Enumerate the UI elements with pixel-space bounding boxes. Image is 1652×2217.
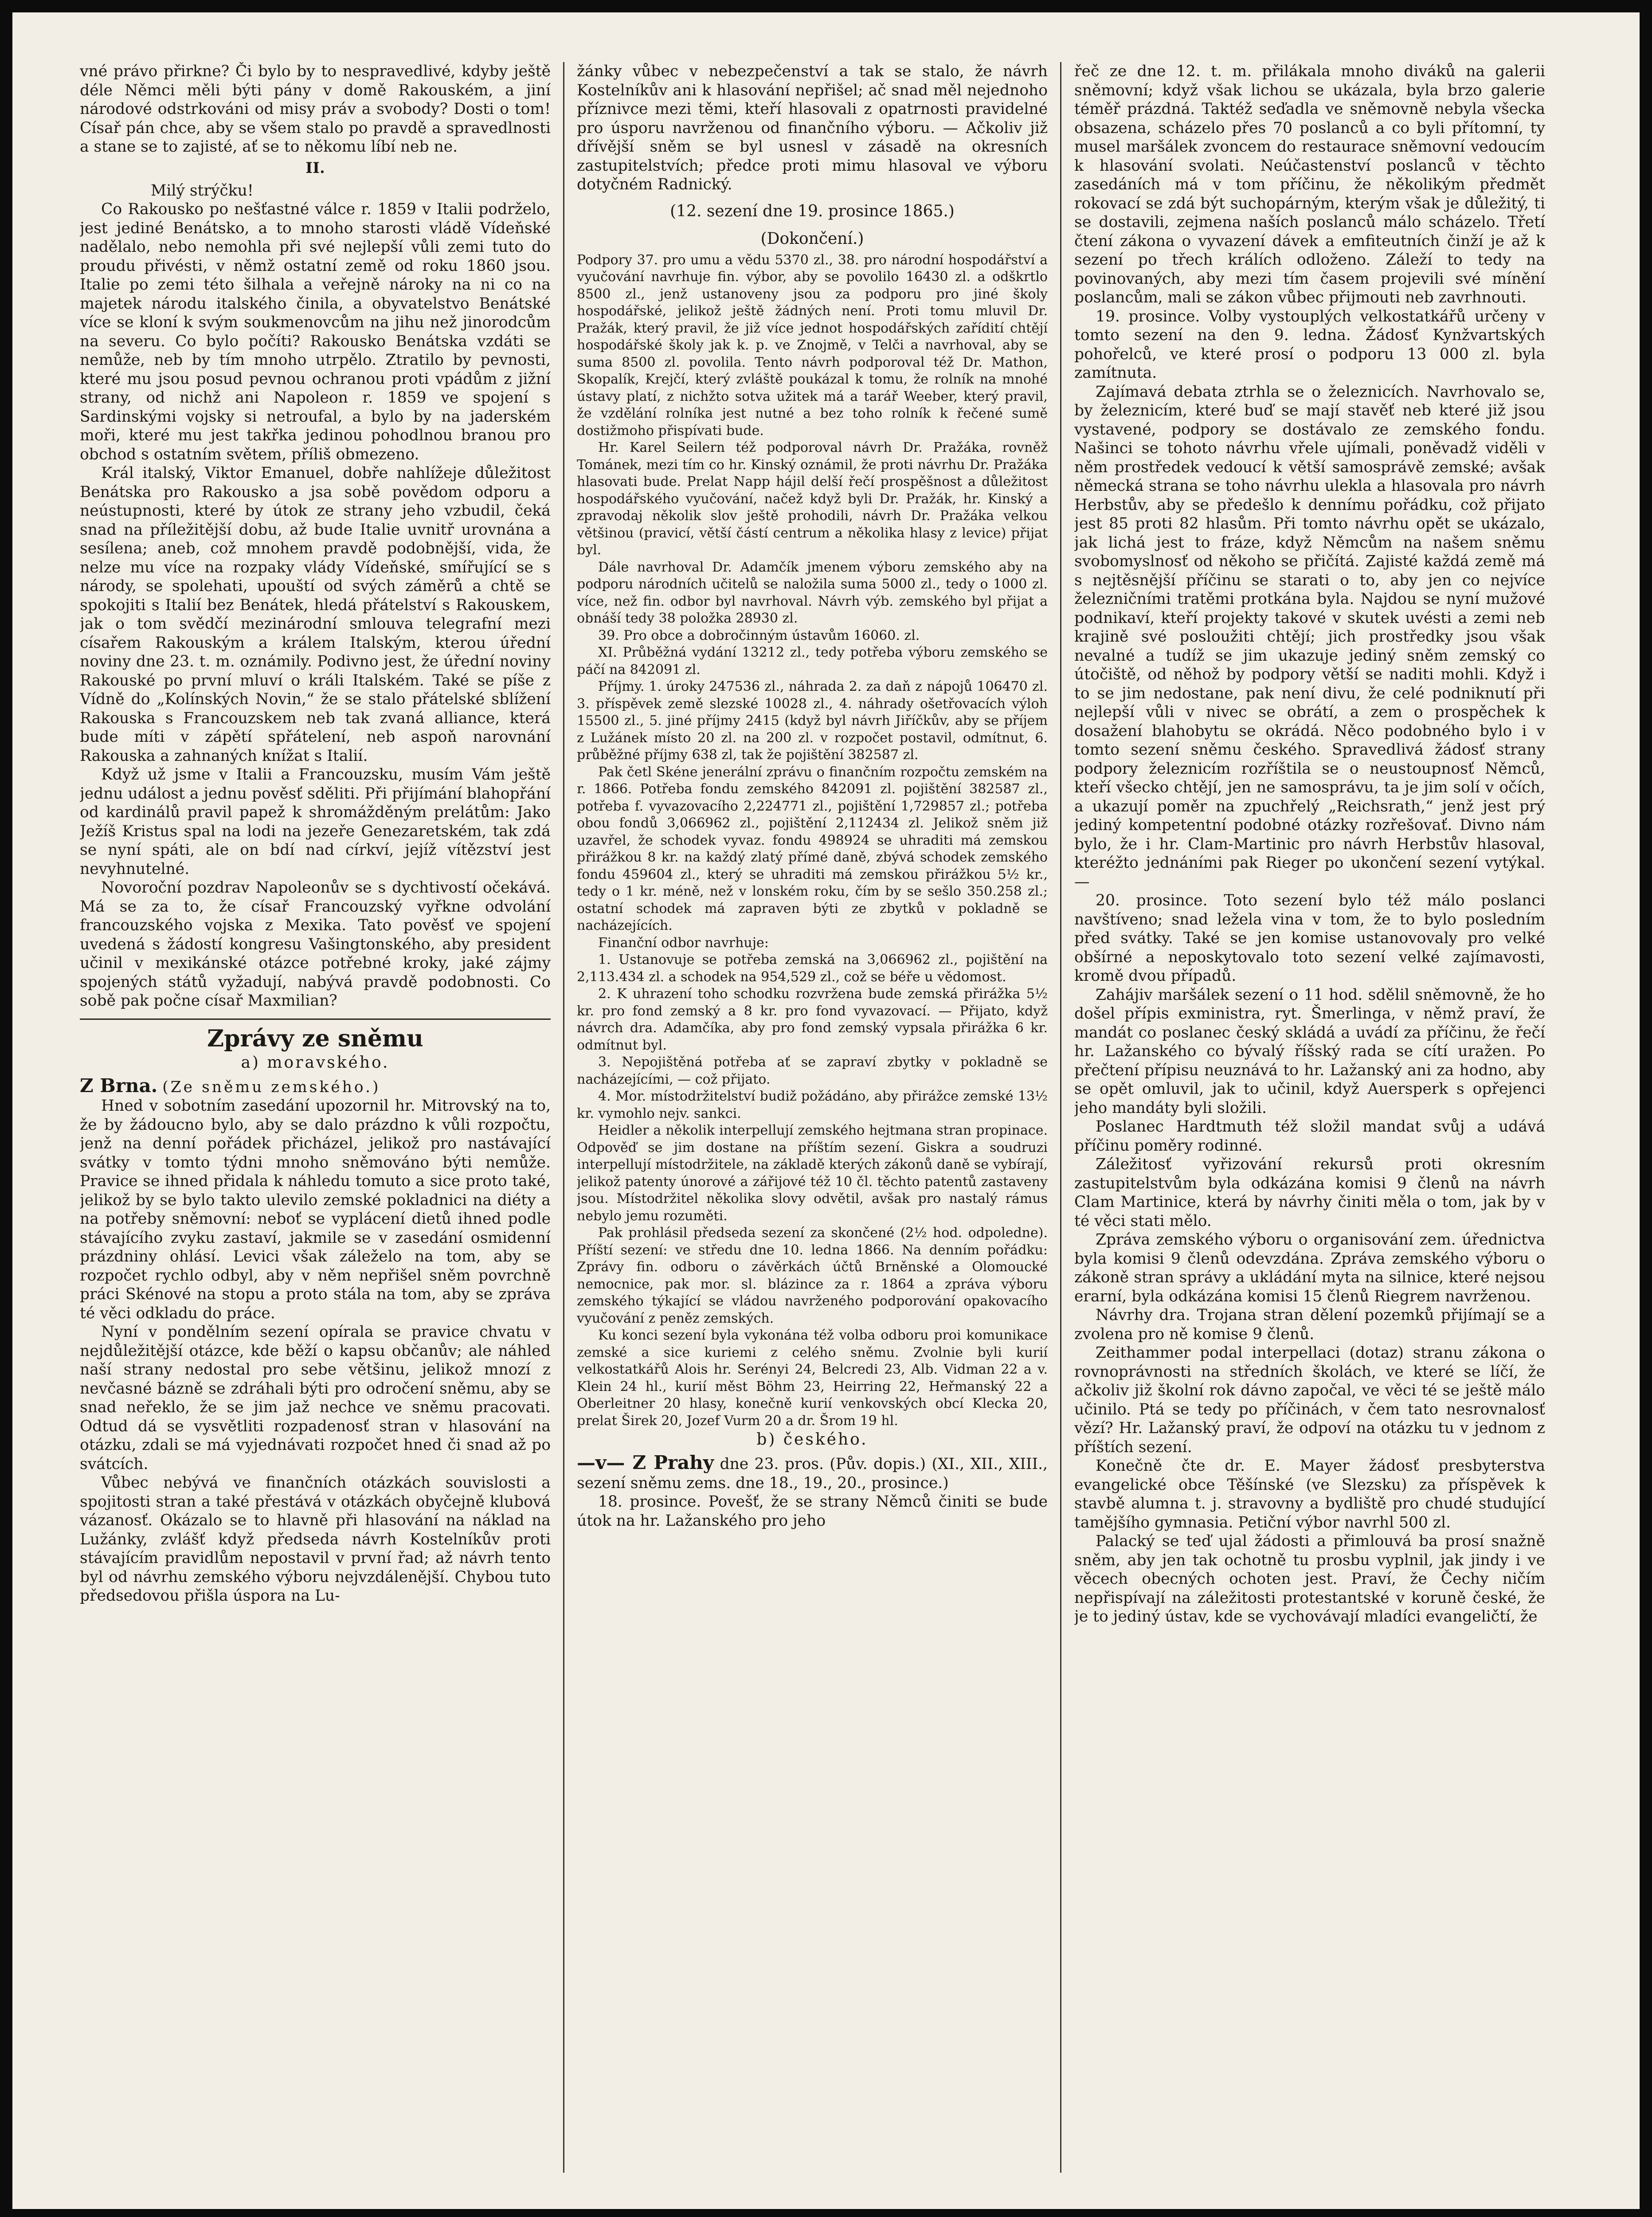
dateline-city: Z Brna. — [80, 1074, 158, 1097]
section-numeral: II. — [305, 159, 325, 177]
article-paragraph: Král italský, Viktor Emanuel, dobře nahlížeje důležitost Benátska pro Rakousko a jsa sobě povědom odporu a neústupnosti, které by útok ze strany jeho vzbudil, čeká snad na příležitější dobu, až bude Italie uvnitř urovnána a sesílena; aneb, což mnohem pravdě podobnější, vida, že nelze mu více na rozpaky vlády Vídeňské, smířující se s národy, se spolehati, upouští od svých záměrů a chtě se spokojiti s Italií bez Benátek, hledá přátelství s Rakouskem, jak o tom svědčí mezinárodní smlouva telegrafní mezi císařem Rakouským a králem Italským, kterou úřední noviny dne 23. t. m. oznámily. Podivno jest, že úřední noviny Rakouské po první mluví o králi Italském. Také se píše z Vídně do „Kolínských Novin,“ že se stalo přátelské sblížení Rakouska s Francouzskem neb tak zvaná alliance, která bude míti v zápětí spřátelení, neb aspoň narovnání Rakouska a zahnaných knížat s Italií. — [80, 464, 551, 765]
article-paragraph: 18. prosince. Povešť, že se strany Němců činiti se bude útok na hr. Lažanského pro jeho — [577, 1493, 1048, 1530]
article-paragraph: žánky vůbec v nebezpečenství a tak se stalo, že návrh Kostelníkův ani k hlasování nepřišel; ač snad měl nejednoho příznivce mezi těmi, kteří hlasovali z opatrnosti pravidelné pro úsporu navrženou od finančního výboru. — Ačkoliv již dřívější sněm se byl usnesl v zásadě na okresních zastupitelstvích; předce proti mimu hlasoval ve výboru dotyčném Radnický. — [577, 63, 1048, 193]
report-paragraph: 2. K uhrazení toho schodku rozvržena bude zemská přirážka 5½ kr. pro fond zemský a 8 kr. pro fond vyvazovací. — Přijato, když návrch dra. Adamčíka, aby pro fond zemský vypsala přirážka 6 kr. odmítnut byl. — [577, 986, 1048, 1053]
article-paragraph: Zeithammer podal interpellaci (dotaz) stranu zákona o rovnoprávnosti na středních školách, ve které se líčí, že ačkoliv již školní rok dávno započal, ve věci té se ještě málo učinilo. Ptá se tedy po příčinách, v čem tato nesrovnalosť vězí? Hr. Lažanský praví, že odpoví na otázku tu v jednom z příštích sezení. — [1074, 1344, 1545, 1456]
article-paragraph: Návrhy dra. Trojana stran dělení pozemků přijímají se a zvolena pro ně komise 9 členů. — [1074, 1306, 1545, 1343]
article-paragraph: vné právo přirkne? Či bylo by to nespravedlivé, kdyby ještě déle Němci měli býti pány v domě Rakouském, a jiní národové odstrkováni od misy práv a svobody? Dosti o tom! Císař pán chce, aby se všem stalo po pravdě a spravedlnosti a stane se to zajisté, ať se to někomu líbí neb ne. — [80, 63, 551, 156]
article-paragraph: Palacký se teď ujal žádosti a přimlouvá ba prosí snažně sněm, aby jen tak ochotně tu prosbu vyplnil, jak jindy i ve věcech obecných ochoten jest. Praví, že Čechy ničím nepřispívají na záležitosti protestantské v koruně české, že je to jediný ústav, kde se vychovávají mladíci evangeličtí, že — [1074, 1532, 1545, 1626]
report-paragraph: 39. Pro obce a dobročinným ústavům 16060. zl. — [598, 627, 920, 643]
article-paragraph: Záležitosť vyřizování rekursů proti okresním zastupitelstvům byla odkázána komisi 9 členů na návrh Clam Martinice, která by návrhy činiti měla o tom, jak by v té věci stati mělo. — [1074, 1156, 1545, 1230]
report-paragraph: 1. Ustanovuje se potřeba zemská na 3,066962 zl., pojištění na 2,113.434 zl. a schodek na 954,529 zl., což se béře u vědomost. — [577, 952, 1048, 985]
report-paragraph: Pak četl Skéne jenerální zprávu o finančním rozpočtu zemském na r. 1866. Potřeba fondu zemského 842091 zl. pojištění 382587 zl., potřeba f. vyvazovacího 2,224771 zl., pojištění 1,729857 zl.; potřeba obou fondů 3,066962 zl., pojištění 2,112434 zl. Jelikož sněm již uzavřel, že schodek vyvaz. fondu 498924 se uhraditi má zemskou přirážkou 8 kr. na každý zlatý přímé daně, zbývá schodek zemského fondu 459604 zl., který se uhraditi má zemskou přirážkou 5½ kr., tedy o 1 kr. méně, než v lonském roku, čím by se sešlo 350.258 zl.; ostatní schodek má zapraven býti ze zbytků v pokladně se nacházejících. — [577, 764, 1048, 933]
article-paragraph: Zajímavá debata ztrhla se o železnicích. Navrhovalo se, by železnicím, které buď se mají stavěť neb které již jsou vystavené, podpory se dostávalo ze zemského fondu. Našinci se tohoto návrhu vřele ujímali, poněvadž viděli v něm prostředek vedoucí k větší samosprávě zemské; avšak německá strana se toho návrhu ulekla a hlasovala pro návrh Herbstův, aby se předešlo k dennímu pořádku, což přijato jest 85 proti 82 hlasům. Při tomto návrhu opět se ukázalo, jak lichá jest to fráze, když Němcům na našem sněmu svobomyslnosť od někoho se přičítá. Zajisté každá země má s nejtěsnější příčinu se starati o to, aby jen co nejvíce železničními tratěmi protkána byla. Najdou se nyní mužové podnikaví, kteří projekty takové v skutek uvésti a zemi neb krajině své posloužiti chtějí; jich prostředky jsou však nevalné a tudíž se jim ukazuje jediný sněm zemský co útočiště, od něhož by podpory větší se naditi mohli. Když i to se jim nedostane, pak není divu, že celé podniknutí při nejlepší vůli v nivec se obrátí, a zem o prospěchek k dosažení blahobytu se okrádá. Něco podobného bylo i v tomto sezení sněmu českého. Spravedlivá žádosť strany podpory železnicím rozříštila se o neustoupnosť Němců, kteří všecko chtějí, jen ne samosprávu, ta je jim solí v očích, a ukazují poměr na zpuchřelý „Reichsrath,“ jenž jest prý jediný kompetentní podobné otázky rozřešovať. Divno nám bylo, že i hr. Clam-Martinic pro návrh Herbstův hlasoval, kteréžto jednáními pak Rieger po ukončení sezení vytýkal. — — [1074, 383, 1545, 891]
article-paragraph: Vůbec nebývá ve finančních otázkách souvislosti a spojitosti stran a také přestává v otázkách obyčejně klubová vázanosť. Okázalo se to hlavně při hlasování na náklad na Lužánky, zvlášť když předseda návrh Kostelníkův proti stávajícím pravidlům nepostavil v první řad; až návrh tento byl od návrhu zemského výboru nejvzdálenější. Chybou tuto předsedovou přišla úspora na Lu- — [80, 1474, 551, 1605]
dateline-paragraph — [80, 1074, 551, 1097]
article-paragraph: Poslanec Hardtmuth též složil mandat svůj a udává příčinu poměry rodinné. — [1074, 1118, 1545, 1155]
column-2 — [577, 62, 1048, 2173]
report-paragraph: Finanční odbor navrhuje: — [598, 935, 769, 951]
report-paragraph: Ku konci sezení byla vykonána též volba odboru proi komunikace zemské a sice kuriemi z celého sněmu. Zvolnie byli kurií velkostatkářů Alois hr. Serényi 24, Belcredi 23, Alb. Vidman 22 a v. Klein 24 hl., kurií měst Böhm 23, Heirring 22, Heřmanský 22 a Oberleitner 20 hlasy, konečně kurií venkovských obcí Klecka 20, prelat Širek 20, Jozef Vurm 20 a dr. Šrom 19 hl. — [577, 1328, 1048, 1429]
section-title: Zprávy ze sněmu — [207, 1025, 423, 1052]
subsection-title: b) českého. — [756, 1430, 868, 1449]
report-paragraph: XI. Průběžná vydání 13212 zl., tedy potřeba výboru zemského se páčí na 842091 zl. — [577, 645, 1048, 678]
report-paragraph: Dále navrhoval Dr. Adamčík jmenem výboru zemského aby na podporu národních učitelů se naložila suma 5000 zl., tedy o 1000 zl. více, než fin. odbor byl navrhoval. Návrh výb. zemského byl přijat a obnáší tedy 38 položka 28930 zl. — [577, 559, 1048, 626]
report-paragraph: Příjmy. 1. úroky 247536 zl., náhrada 2. za daň z nápojů 106470 zl. 3. příspěvek země slezské 10028 zl., 4. náhrady ošetřovacích výloh 15500 zl., 5. jiné příjmy 2415 (když byl návrh Jiříčkův, aby se příjem z Lužánek místo 20 zl. na 200 zl. v rozpočet postavil, odmítnut, 6. průběžné příjmy 638 zl, tak že pojištění 382587 zl. — [577, 679, 1048, 763]
column-divider — [1060, 62, 1061, 2173]
article-paragraph: Konečně čte dr. E. Mayer žádosť presbyterstva evangelické obce Těšínské (ve Slezsku) za příspěvek k stavbě alumna t. j. stravovny a bydliště pro chudé studující tamějšího gymnasia. Petiční výbor navrhl 500 zl. — [1074, 1457, 1545, 1532]
column-divider — [563, 62, 564, 2173]
report-paragraph: 3. Nepojištěná potřeba ať se zapraví zbytky v pokladně se nacházejícími, — což přijato. — [577, 1054, 1048, 1087]
dateline-city: —v— Z Prahy — [577, 1452, 714, 1473]
article-paragraph: Zpráva zemského výboru o organisování zem. úřednictva byla komisi 9 členů odevzdána. Zpráva zemského výboru o zákoně stran správy a ukládání myta na silnice, které nejsou erarní, byla odkázána komisi 15 členů Riegrem navrženou. — [1074, 1231, 1545, 1305]
section-divider — [80, 1018, 551, 1020]
article-paragraph: Nyní v pondělním sezení opírala se pravice chvatu v nejdůležitější otázce, kde běží o kapsu občanův; ale náhled naší strany nedostal pro sebe většinu, jelikož mnozí z nevčasné bázně se zdráhali býti pro odročení sněmu, aby se snad neřeklo, že se jim jaž nechce ve sněmu pracovati. Odtud dá se vysvětliti rozpadenosť stran v hlasování na otázku, zdali se má vyjednávati rozpočet hned či snad až po svátcích. — [80, 1323, 551, 1473]
session-heading: (12. sezení dne 19. prosince 1865.) — [670, 202, 955, 220]
report-paragraph: Podpory 37. pro umu a vědu 5370 zl., 38. pro národní hospodářství a vyučování navrhuje fin. výbor, aby se povolilo 16430 zl. a odškrtlo 8500 zl., jenž ustanoveny jsou za podporu pro jiné školy hospodářské, jelikož ještě žádných není. Proti tomu mluvil Dr. Pražák, který pravil, že již více jednot hospodářských zařídití chtějí hospodářské školy jak k. p. ve Znojmě, v Telči a navrhoval, aby se suma 8500 zl. povolila. Tento návrh podporoval též Dr. Mathon, Skopalík, Krejčí, který zvláště poukázal k tomu, že rolník na mnohé ústavy platí, z nichžto sotva užitek má a tarář Weeber, který pravil, že vzdělání rolníka jest nutné a bez toho rolník k řečené sumě dostižmoho přispívati bude. — [577, 252, 1048, 439]
article-paragraph: Novoroční pozdrav Napoleonův se s dychtivostí očekává. Má se za to, že císař Francouzský vyřkne odvolání francouzského vojska z Mexika. Tato pověsť ve spojení uvedená s žádostí kongresu Vašingtonského, aby president učinil v mexikánské otázce potřebné kroky, jaké zájmy spojených států vyžadují, nabývá pravdě podobnosti. Co sobě pak počne císař Maxmilian? — [80, 879, 551, 1010]
report-paragraph: 4. Mor. místodržitelství budiž požádáno, aby přirážce zemské 13½ kr. vymohlo nejv. sankci. — [577, 1089, 1048, 1121]
session-subheading: (Dokončení.) — [760, 229, 864, 248]
dateline-source: dne 23. pros. (Pův. dopis.) (XI., XII., XIII., sezení sněmu zems. dne 18., 19., 20., prosince.) — [577, 1455, 1048, 1492]
article-paragraph: Když už jsme v Italii a Francouzsku, musím Vám ještě jednu událost a jednu pověsť sděliti. Při přijímání blahopřání od kardinálů pravil papež k shromážděným prelátům: Jako Ježíš Kristus spal na lodi na jezeře Genezaretském, tak zdá se nyní spáti, ale on bdí nad církví, jejíž vítězství jest nevyhnutelné. — [80, 766, 551, 878]
article-paragraph: řeč ze dne 12. t. m. přilákala mnoho diváků na galerii sněmovní; když však lichou se ukázala, byla brzo galerie téměř prázdná. Taktéž seďadla ve sněmovně nebyla všecka obsazena, scházelo přes 70 poslanců a co byli přítomní, ty musel maršálek zvoncem do restaurace sněmovní vedoucím k hlasování svolati. Neúčastenství poslanců v těchto zasedáních má v tom příčinu, že několikým předmět rokovací se zdá být suchopárným, kterým však je důležitý, ti se dostavili, zejmena naších poslanců málo scházelo. Třetí čtení zákona o vyvazení dávek a emfiteutních činží je až k sezení po třech králích odloženo. Záleží to tedy na povinovaných, aby mezi tím časem projevili své mínění poslancům, mali se zákon vůbec přijmouti neb zavrhnouti. — [1074, 63, 1545, 306]
report-paragraph: Pak prohlásil předseda sezení za skončené (2½ hod. odpoledne). Příští sezení: ve středu dne 10. ledna 1866. Na denním pořádku: Zprávy fin. odboru o závěrkách účtů Brněnské a Olomoucké nemocnice, pak mor. sl. blázince za r. 1864 a zpráva výboru zemského týkající se vládou navrženého podporování opakovacího vyučování z peněz zemských. — [577, 1225, 1048, 1326]
article-paragraph: 20. prosince. Toto sezení bylo též málo poslanci navštíveno; snad ležela vina v tom, že to bylo posledním před svátky. Také se jen komise ustanovovaly pro velké obšírné a neposkytovalo toto sezení velké zajímavosti, kromě dvou případů. — [1074, 892, 1545, 985]
column-1 — [80, 62, 551, 2173]
article-paragraph: Zahájiv maršálek sezení o 11 hod. sdělil sněmovně, že ho došel přípis exministra, ryt. Šmerlinga, v němž praví, že mandát co poslanec český skládá a uvádí za příčinu, že řečí hr. Lažanského co bývalý říšský rada se cítí uražen. Po přečtení přípisu neuznává to hr. Lažanský ani za hodno, aby se opět omluvil, jak to učinil, když Auersperk s opřejenci jeho mandáty byli složili. — [1074, 986, 1545, 1117]
article-paragraph: Hned v sobotním zasedání upozornil hr. Mitrovský na to, že by žádoucno bylo, aby se dalo prázdno k vůli rozpočtu, jenž na denní pořádek přicházel, jelikož pro nastávající svátky v tomto týdni mnoho sněmováno býti nemůže. Pravice se ihned přidala k náhledu tomuto a sice proto také, jelikož by se bylo takto ulevilo zemské pokladnici na diéty a na potřeby sněmovní: neboť se vyplácení dietů ihned podle stávajícího zvyku zastaví, jakmile se v zasedání osmidenní prázdniny ohlásí. Levici však záleželo na tom, aby se rozpočet rychlo odbyl, aby v něm nepřišel sněm povrchně práci Skénové na stopu a proto stála na tom, aby se zpráva té věci odkladu do práce. — [80, 1097, 551, 1322]
newspaper-page — [80, 62, 1572, 2173]
article-paragraph: 19. prosince. Volby vystouplých velkostatkářů určeny v tomto sezení na den 9. ledna. Žádosť Kynžvartských pohořelců, ve které prosí o podporu 13 000 zl. byla zamítnuta. — [1074, 307, 1545, 382]
report-paragraph: Heidler a několik interpellují zemského hejtmana stran propinace. Odpověď se jim dostane na příštím sezení. Giskra a soudruzi interpellují místodržitele, na základě kterých zákonů daně se vybírají, jelikož patenty únorové a zářijové též 10 čl. těchto patentů zastaveny jsou. Místodržitel několika slovy odvětil, avšak pro nastalý rámus nebylo jemu rozuměti. — [577, 1123, 1048, 1224]
dateline-paragraph — [577, 1453, 1048, 1492]
dateline-source: (Ze sněmu zemského.) — [162, 1078, 381, 1096]
article-paragraph: Co Rakousko po nešťastné válce r. 1859 v Italii podrželo, jest jediné Benátsko, a to mnoho starosti vládě Vídeňské nadělalo, nebo nemohla při své nejlepší vůli zemi tuto do proudu přivésti, v němž ostatní země od roku 1860 jsou. Italie po zemi této šilhala a veřejně nároky na ni co na majetek národu italského činila, a obyvatelstvo Benátské více se kloní k svým soukmenovcům na jihu než jinorodcům na severu. Co bylo počíti? Rakousko Benátska vzdáti se nemůže, neb by tím mnoho utrpělo. Ztratilo by pevnosti, které mu jsou posud pevnou ochranou proti vpádům z jižní strany, od nichž ani Napoleon r. 1859 ve spojení s Sardinskými vojsky si netroufal, a bylo by na jaderském moři, které mu jest takřka jedinou pohodlnou branou pro obchod s ostatním světem, příliš obmezeno. — [80, 200, 551, 463]
column-3 — [1074, 62, 1545, 2173]
letter-salutation: Milý strýčku! — [151, 181, 254, 200]
report-paragraph: Hr. Karel Seilern též podporoval návrh Dr. Pražáka, rovněž Tománek, mezi tím co hr. Kinský oznámil, že proti návrhu Dr. Pražáka hlasovati bude. Prelat Napp hájil delší řečí prospěšnost a důležitost hospodářského vyučování, načež když byli Dr. Pražák, hr. Kinský a zpravodaj několik slov ještě prohodili, návrh Dr. Pražáka velkou většinou (pravicí, větší částí centrum a několika hlasy z levice) přijat byl. — [577, 440, 1048, 558]
subsection-title: a) moravského. — [241, 1053, 390, 1072]
